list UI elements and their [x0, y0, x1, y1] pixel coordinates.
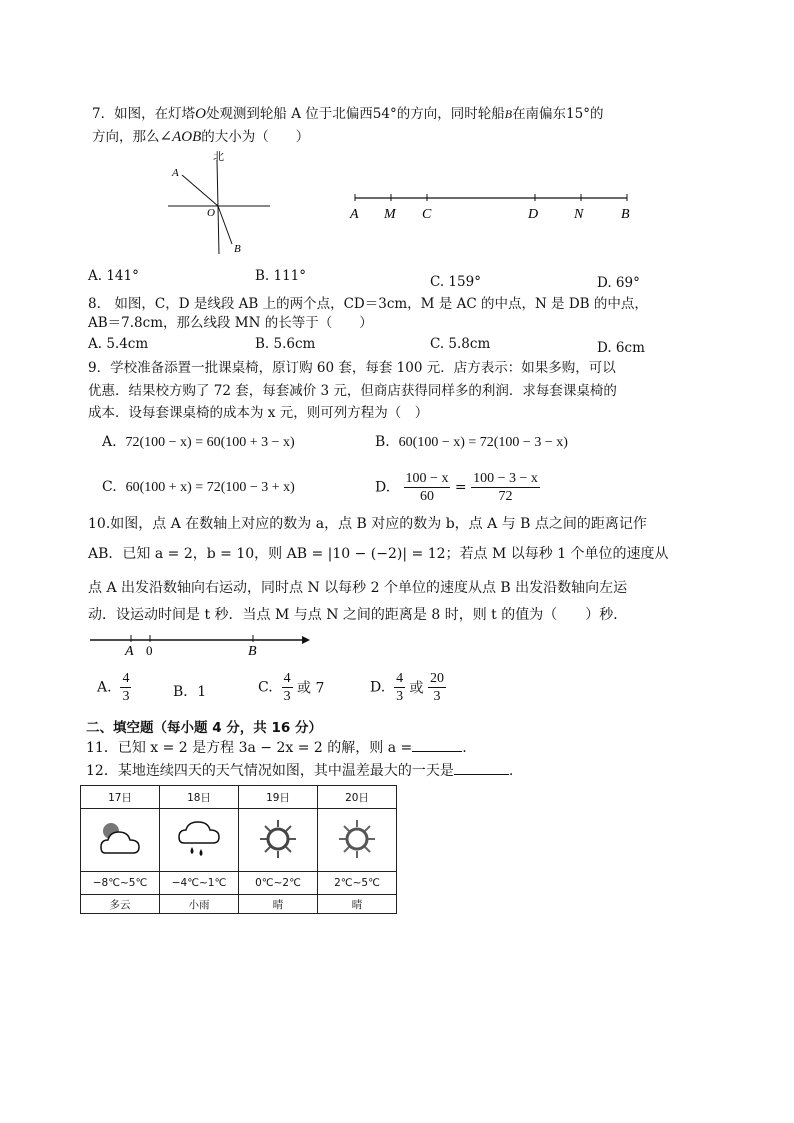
q7-option-a: A. 141°: [88, 268, 139, 284]
q9-line2: 优惠．结果校方购了 72 套，每套减价 3 元，但商店获得同样多的利润．求每套课桌椅的: [88, 383, 617, 399]
number-line: [88, 630, 313, 660]
q9-option-c: C. 60(100 + x) = 72(100 − 3 + x): [102, 479, 295, 495]
seg-label-B: B: [621, 207, 630, 222]
compass-figure: [160, 148, 280, 260]
q8-option-d: D. 6cm: [597, 340, 645, 356]
weather-temp: 2℃~5℃: [318, 872, 397, 895]
sunny-icon: [332, 817, 382, 861]
weather-temp: −4℃~1℃: [160, 872, 239, 895]
axis-label-A: A: [125, 644, 134, 659]
label-B: B: [234, 243, 241, 255]
weather-day: 20日: [318, 786, 397, 809]
label-O: O: [207, 207, 215, 219]
sunny-icon: [253, 817, 303, 861]
q7-option-c: C. 159°: [430, 274, 481, 290]
seg-label-D: D: [528, 207, 539, 222]
segment-figure: [345, 188, 645, 224]
seg-label-A: A: [350, 207, 359, 222]
weather-temp: −8℃~5℃: [81, 872, 160, 895]
q9-option-a: A. 72(100 − x) = 60(100 + 3 − x): [102, 434, 295, 450]
seg-label-C: C: [422, 207, 432, 222]
q8-option-c: C. 5.8cm: [430, 336, 491, 352]
q7-option-d: D. 69°: [597, 275, 640, 291]
q10-line3: 点 A 出发沿数轴向右运动，同时点 N 以每秒 2 个单位的速度从点 B 出发沿数轴向左运: [88, 580, 628, 596]
weather-temp: 0℃~2℃: [239, 872, 318, 895]
q9-option-b: B. 60(100 − x) = 72(100 − 3 − x): [375, 434, 568, 450]
weather-condition: 多云: [81, 895, 160, 914]
q10-option-b: B．1: [173, 684, 207, 700]
q10-option-a: A. $\frac{4}{3}$: [97, 671, 130, 704]
north-label: 北: [213, 150, 224, 163]
partly-cloudy-icon: [95, 817, 145, 861]
light-rain-icon: [174, 817, 224, 861]
q8-option-a: A. 5.4cm: [88, 336, 149, 352]
weather-day: 19日: [239, 786, 318, 809]
q10-line1: 10.如图，点 A 在数轴上对应的数为 a，点 B 对应的数为 b，点 A 与 B 点之间的距离记作: [88, 516, 647, 532]
seg-label-M: M: [384, 207, 396, 222]
label-A: A: [172, 167, 179, 179]
q8-line2: AB＝7.8cm，那么线段 MN 的长等于（ ）: [88, 315, 373, 331]
axis-label-zero: 0: [146, 643, 153, 658]
q8-line1: 8. 如图，C，D 是线段 AB 上的两个点，CD＝3cm，M 是 AC 的中点，N 是 DB 的中点，: [88, 296, 648, 312]
q12-answer-blank[interactable]: [454, 760, 509, 775]
q10-line2: AB．已知 a = 2，b = 10，则 AB = |10 − (−2)| = 12；若点 M 以每秒 1 个单位的速度从: [88, 546, 669, 562]
weather-condition: 晴: [239, 895, 318, 914]
q7-option-b: B. 111°: [255, 268, 307, 284]
section2-title: 二、填空题（每小题 4 分，共 16 分）: [86, 720, 322, 736]
seg-label-N: N: [574, 207, 584, 222]
q12: 12．某地连续四天的天气情况如图，其中温差最大的一天是 .: [86, 760, 513, 781]
q10-option-d: D. $\frac{4}{3}$ 或 $\frac{20}{3}$: [370, 671, 444, 704]
axis-label-B: B: [248, 644, 257, 659]
weather-condition: 晴: [318, 895, 397, 914]
q7-line2: 方向，那么∠AOB的大小为（ ）: [92, 129, 310, 145]
q10-line4: 动．设运动时间是 t 秒．当点 M 与点 N 之间的距离是 8 时，则 t 的值为（ ）秒．: [88, 607, 628, 623]
weather-day: 18日: [160, 786, 239, 809]
q11: 11．已知 x = 2 是方程 3a − 2x = 2 的解，则 a = .: [86, 737, 467, 758]
q11-answer-blank[interactable]: [412, 737, 462, 752]
q9-line1: 9．学校准备添置一批课桌椅，原订购 60 套，每套 100 元．店方表示：如果多购，可以: [88, 360, 616, 376]
weather-condition: 小雨: [160, 895, 239, 914]
q7-line1: 7．如图，在灯塔O处观测到轮船 A 位于北偏西54°的方向，同时轮船B在南偏东15°的: [92, 106, 604, 122]
weather-day: 17日: [81, 786, 160, 809]
weather-table: [80, 785, 397, 914]
q9-line3: 成本．设每套课桌椅的成本为 x 元，则可列方程为（ ）: [88, 405, 429, 421]
q9-option-d: D. $\frac{100 - x}{60}$ = $\frac{100 - 3 - x}{72}$: [375, 471, 538, 504]
q10-option-c: C. $\frac{4}{3}$ 或 7: [258, 671, 325, 704]
q8-option-b: B. 5.6cm: [255, 336, 316, 352]
